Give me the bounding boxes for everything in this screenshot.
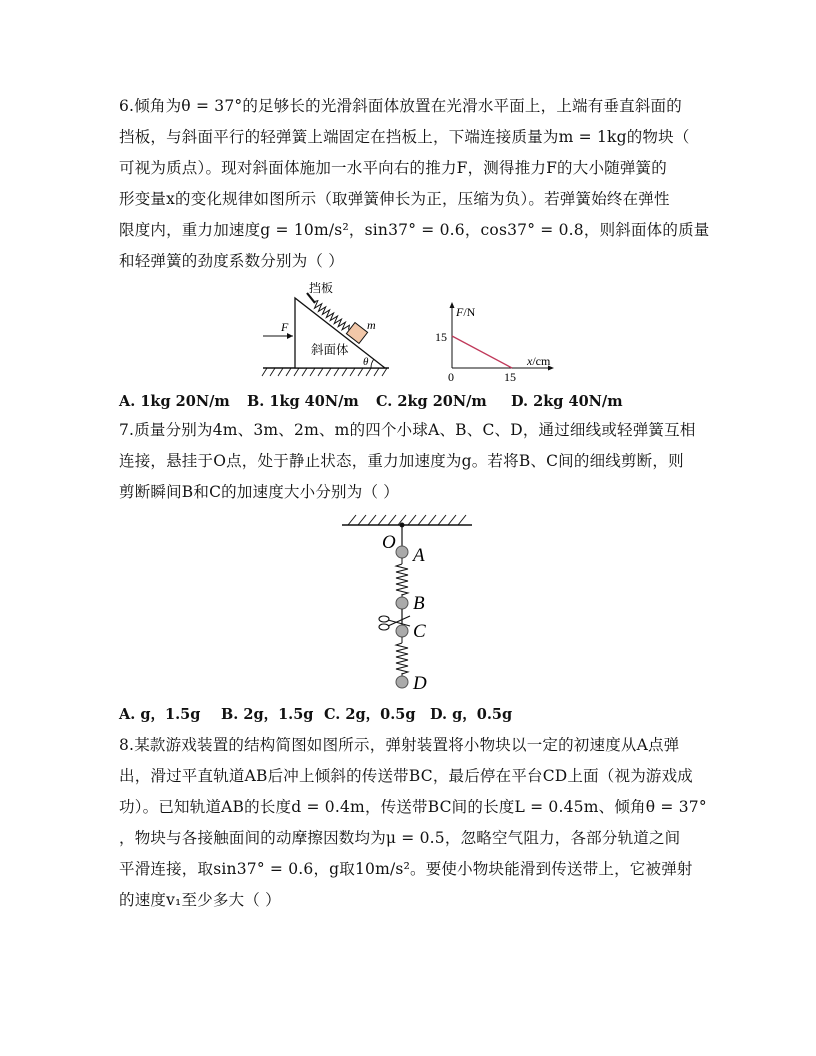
ball-c-label: C — [413, 621, 426, 642]
q6-line-2: 挡板，与斜面平行的轻弹簧上端固定在挡板上，下端连接质量为m = 1kg的物块（ — [119, 128, 690, 146]
q6-line-1: 6.倾角为θ = 37°的足够长的光滑斜面体放置在光滑水平面上，上端有垂直斜面的 — [119, 97, 682, 115]
q7-option-b[interactable]: B. 2g，1.5g — [221, 706, 314, 723]
q7-line-2: 连接，悬挂于O点，处于静止状态，重力加速度为g。若将B、C间的细线剪断，则 — [119, 452, 684, 470]
point-o-label: O — [382, 532, 396, 553]
q6-option-d[interactable]: D. 2kg 40N/m — [511, 393, 623, 410]
q8-line-1: 8.某款游戏装置的结构简图如图所示，弹射装置将小物块以一定的初速度从A点弹 — [119, 736, 680, 754]
ball-a-label: A — [413, 545, 425, 566]
q7-option-c[interactable]: C. 2g，0.5g — [324, 706, 416, 723]
q7-line-3: 剪断瞬间B和C的加速度大小分别为（ ） — [119, 483, 399, 501]
hanging-balls-figure — [338, 508, 478, 694]
ball-b — [396, 597, 408, 609]
force-displacement-graph — [430, 300, 560, 386]
q7-options — [119, 704, 512, 726]
q6-option-c[interactable]: C. 2kg 20N/m — [376, 393, 487, 410]
origin-label: 0 — [448, 370, 454, 384]
graph-line — [452, 336, 512, 368]
x-tick-label: 15 — [504, 370, 516, 384]
q8-line-2: 出，滑过平直轨道AB后冲上倾斜的传送带BC，最后停在平台CD上面（视为游戏成 — [119, 767, 694, 785]
q8-line-6: 的速度v₁至少多大（ ） — [119, 891, 281, 909]
ball-b-label: B — [413, 593, 425, 614]
q6-option-a[interactable]: A. 1kg 20N/m — [119, 393, 230, 410]
q7-line-1: 7.质量分别为4m、3m、2m、m的四个小球A、B、C、D，通过细线或轻弹簧互相 — [119, 421, 696, 439]
q8-line-3: 功）。已知轨道AB的长度d = 0.4m，传送带BC间的长度L = 0.45m、倾角θ = 37° — [119, 798, 707, 816]
q6-line-3: 可视为质点）。现对斜面体施加一水平向右的推力F，测得推力F的大小随弹簧的 — [119, 159, 667, 177]
q6-line-5: 限度内，重力加速度g = 10m/s²，sin37° = 0.6，cos37° = 0.8，则斜面体的质量 — [119, 221, 710, 239]
q7-option-a[interactable]: A. g，1.5g — [119, 706, 201, 723]
q6-line-4: 形变量x的变化规律如图所示（取弹簧伸长为正，压缩为负）。若弹簧始终在弹性 — [119, 190, 670, 208]
y-tick-label: 15 — [435, 330, 447, 344]
ball-d — [396, 676, 408, 688]
ball-a — [396, 546, 408, 558]
q8-line-4: ，物块与各接触面间的动摩擦因数均为μ = 0.5，忽略空气阻力，各部分轨道之间 — [119, 829, 681, 847]
ball-c — [396, 625, 408, 637]
angle-label: θ — [363, 356, 369, 368]
q6-line-6: 和轻弹簧的劲度系数分别为（ ） — [119, 252, 344, 270]
y-axis-label: F/N — [456, 305, 476, 319]
q6-option-b[interactable]: B. 1kg 40N/m — [247, 393, 359, 410]
mass-label: m — [367, 318, 376, 332]
q6-options — [119, 391, 623, 413]
x-axis-label: x/cm — [527, 354, 551, 368]
q7-option-d[interactable]: D. g，0.5g — [430, 706, 513, 723]
baffle-label: 挡板 — [309, 282, 334, 295]
incline-body-label: 斜面体 — [311, 343, 349, 357]
force-label: F — [281, 320, 289, 334]
ball-d-label: D — [413, 673, 427, 694]
incline-figure — [255, 282, 395, 382]
q8-line-5: 平滑连接，取sin37° = 0.6，g取10m/s²。要使小物块能滑到传送带上，它被弹射 — [119, 860, 693, 878]
